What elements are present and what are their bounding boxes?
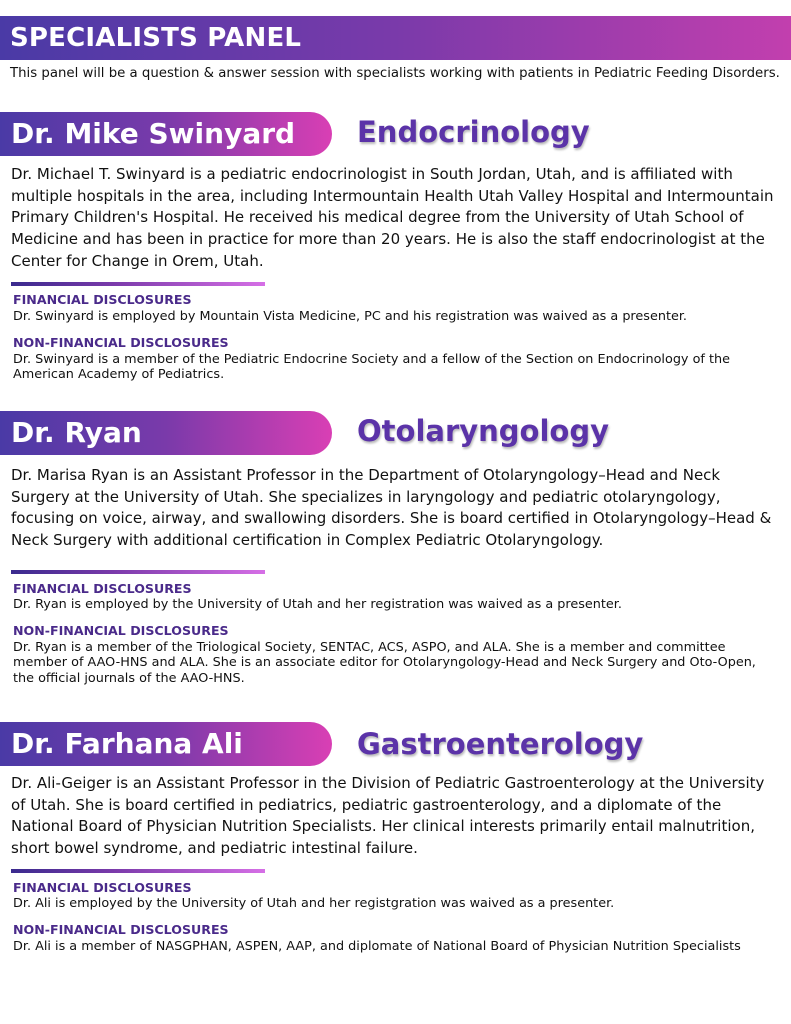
specialty-heading: Otolaryngology [357,414,610,448]
specialist-name: Dr. Mike Swinyard [11,117,296,150]
specialist-name: Dr. Farhana Ali [11,727,243,760]
specialist-bio: Dr. Marisa Ryan is an Assistant Professor in the Department of Otolaryngology–Head and Neck Surgery at the University of Utah. She specializes in laryngology and pediatric otolaryngology, focusing on voice, airway, and swallowing disorders. She is board certified in Otolaryngology–Head & Neck Surgery with additional certification in Complex Pediatric Otolaryngology. [11,466,772,550]
section-divider [11,282,265,286]
specialist-name-banner [0,112,332,156]
page-header [0,16,791,60]
intro-text: This panel will be a question & answer session with specialists working with patients in Pediatric Feeding Disorders. [10,66,780,81]
nonfinancial-disclosures-heading: NON-FINANCIAL DISCLOSURES [13,922,229,937]
page-title: SPECIALISTS PANEL [10,23,302,53]
specialist-name: Dr. Ryan [11,416,142,449]
financial-disclosures-text: Dr. Swinyard is employed by Mountain Vista Medicine, PC and his registration was waived as a presenter. [13,309,687,324]
specialist-name-banner [0,411,332,455]
financial-disclosures-heading: FINANCIAL DISCLOSURES [13,880,192,895]
specialist-bio: Dr. Michael T. Swinyard is a pediatric endocrinologist in South Jordan, Utah, and is affiliated with multiple hospitals in the area, including Intermountain Health Utah Valley Hospital and Intermountain Primary Children's Hospital. He received his medical degree from the University of Utah School of Medicine and has been in practice for more than 20 years. He is also the staff endocrinologist at the Center for Change in Orem, Utah. [11,165,774,270]
nonfinancial-disclosures-text: Dr. Swinyard is a member of the Pediatric Endocrine Society and a fellow of the Section on Endocrinology of the American Academy of Pediatrics. [13,352,730,383]
nonfinancial-disclosures-text: Dr. Ryan is a member of the Triological Society, SENTAC, ACS, ASPO, and ALA. She is a member and committee member of AAO-HNS and ALA. She is an associate editor for Otolaryngology-Head and Neck Surgery and Oto-Open, the official journals of the AAO-HNS. [13,640,756,686]
specialist-name-banner [0,722,332,766]
financial-disclosures-text: Dr. Ryan is employed by the University of Utah and her registration was waived as a presenter. [13,597,622,612]
financial-disclosures-text: Dr. Ali is employed by the University of Utah and her registgration was waived as a presenter. [13,896,615,911]
specialty-heading: Gastroenterology [357,727,644,761]
specialist-bio: Dr. Ali-Geiger is an Assistant Professor in the Division of Pediatric Gastroenterology at the University of Utah. She is board certified in pediatrics, pediatric gastroenterology, and a diplomate of the National Board of Physician Nutrition Specialists. Her clinical interests primarily entail malnutrition, short bowel syndrome, and pediatric intestinal failure. [11,774,765,858]
nonfinancial-disclosures-heading: NON-FINANCIAL DISCLOSURES [13,335,229,350]
nonfinancial-disclosures-text: Dr. Ali is a member of NASGPHAN, ASPEN, AAP, and diplomate of National Board of Physician Nutrition Specialists [13,939,741,954]
specialty-heading: Endocrinology [357,115,590,149]
section-divider [11,570,265,574]
financial-disclosures-heading: FINANCIAL DISCLOSURES [13,581,192,596]
section-divider [11,869,265,873]
nonfinancial-disclosures-heading: NON-FINANCIAL DISCLOSURES [13,623,229,638]
financial-disclosures-heading: FINANCIAL DISCLOSURES [13,292,192,307]
